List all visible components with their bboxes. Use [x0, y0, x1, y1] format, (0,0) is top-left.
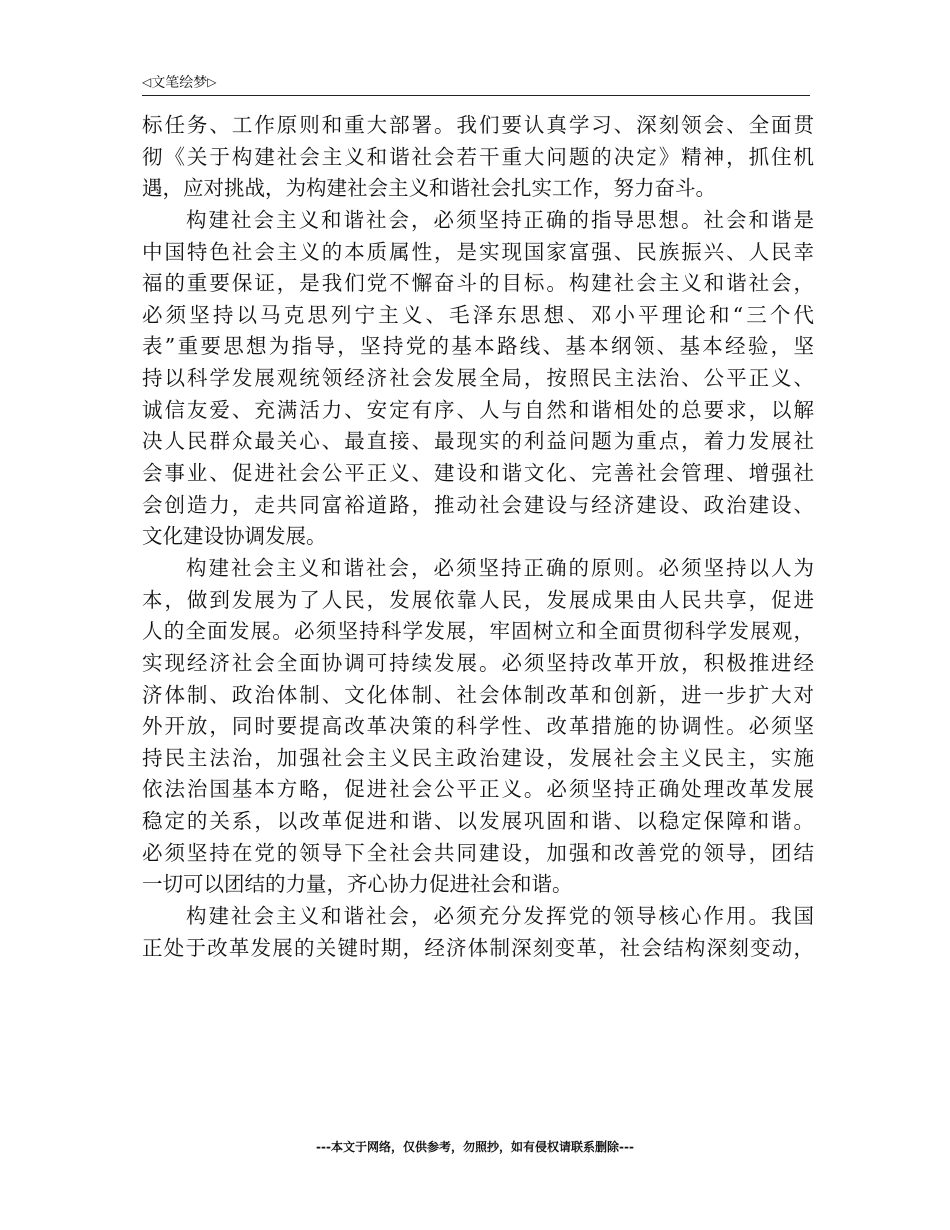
text-line: 彻《关于构建社会主义和谐社会若干重大问题的决定》精神，抓住机 — [142, 144, 814, 169]
right-triangle-icon: ▷ — [207, 75, 217, 89]
paragraph — [142, 110, 814, 205]
text-line: 稳定的关系，以改革促进和谐、以发展巩固和谐、以稳定保障和谐。 — [142, 809, 814, 834]
text-line: 一切可以团结的力量，齐心协力促进社会和谐。 — [142, 872, 573, 897]
text-line: 表”重要思想为指导，坚持党的基本路线、基本纲领、基本经验，坚 — [142, 334, 814, 359]
text-line: 人的全面发展。必须坚持科学发展，牢固树立和全面贯彻科学发展观， — [142, 619, 814, 644]
text-line: 持以科学发展观统领经济社会发展全局，按照民主法治、公平正义、 — [142, 366, 814, 391]
text-line: 决人民群众最关心、最直接、最现实的利益问题为重点，着力发展社 — [142, 429, 814, 454]
text-line: 持民主法治，加强社会主义民主政治建设，发展社会主义民主，实施 — [142, 745, 814, 770]
text-line: 构建社会主义和谐社会，必须充分发挥党的领导核心作用。我国 — [186, 904, 814, 929]
text-line: 诚信友爱、充满活力、安定有序、人与自然和谐相处的总要求，以解 — [142, 397, 814, 422]
text-line: 构建社会主义和谐社会，必须坚持正确的原则。必须坚持以人为 — [186, 555, 814, 580]
page-header — [142, 70, 810, 96]
text-line: 依法治国基本方略，促进社会公平正义。必须坚持正确处理改革发展 — [142, 777, 814, 802]
header-title: 文笔绘梦 — [151, 75, 208, 91]
document-body — [142, 110, 814, 964]
text-line: 构建社会主义和谐社会，必须坚持正确的指导思想。社会和谐是 — [186, 207, 814, 232]
text-line: 实现经济社会全面协调可持续发展。必须坚持改革开放，积极推进经 — [142, 650, 814, 675]
text-line: 必须坚持以马克思列宁主义、毛泽东思想、邓小平理论和“三个代 — [142, 302, 814, 327]
text-line: 正处于改革发展的关键时期，经济体制深刻变革，社会结构深刻变动， — [142, 935, 814, 960]
footer-disclaimer: ---本文于网络，仅供参考，勿照抄，如有侵权请联系删除--- — [316, 1140, 634, 1154]
text-line: 必须坚持在党的领导下全社会共同建设，加强和改善党的领导，团结 — [142, 840, 814, 865]
paragraph — [142, 553, 814, 901]
text-line: 遇，应对挑战，为构建社会主义和谐社会扎实工作，努力奋斗。 — [142, 176, 716, 201]
header-label — [142, 73, 216, 92]
text-line: 会事业、促进社会公平正义、建设和谐文化、完善社会管理、增强社 — [142, 461, 814, 486]
paragraph — [142, 205, 814, 553]
text-line: 标任务、工作原则和重大部署。我们要认真学习、深刻领会、全面贯 — [142, 113, 814, 137]
paragraph — [142, 901, 814, 964]
text-line: 中国特色社会主义的本质属性，是实现国家富强、民族振兴、人民幸 — [142, 239, 814, 264]
text-line: 文化建设协调发展。 — [142, 524, 327, 549]
text-line: 本，做到发展为了人民，发展依靠人民，发展成果由人民共享，促进 — [142, 587, 814, 612]
text-line: 会创造力，走共同富裕道路，推动社会建设与经济建设、政治建设、 — [142, 492, 814, 517]
text-line: 福的重要保证，是我们党不懈奋斗的目标。构建社会主义和谐社会， — [142, 271, 814, 296]
text-line: 济体制、政治体制、文化体制、社会体制改革和创新，进一步扩大对 — [142, 682, 814, 707]
text-line: 外开放，同时要提高改革决策的科学性、改革措施的协调性。必须坚 — [142, 714, 814, 739]
left-triangle-icon: ◁ — [142, 75, 152, 89]
